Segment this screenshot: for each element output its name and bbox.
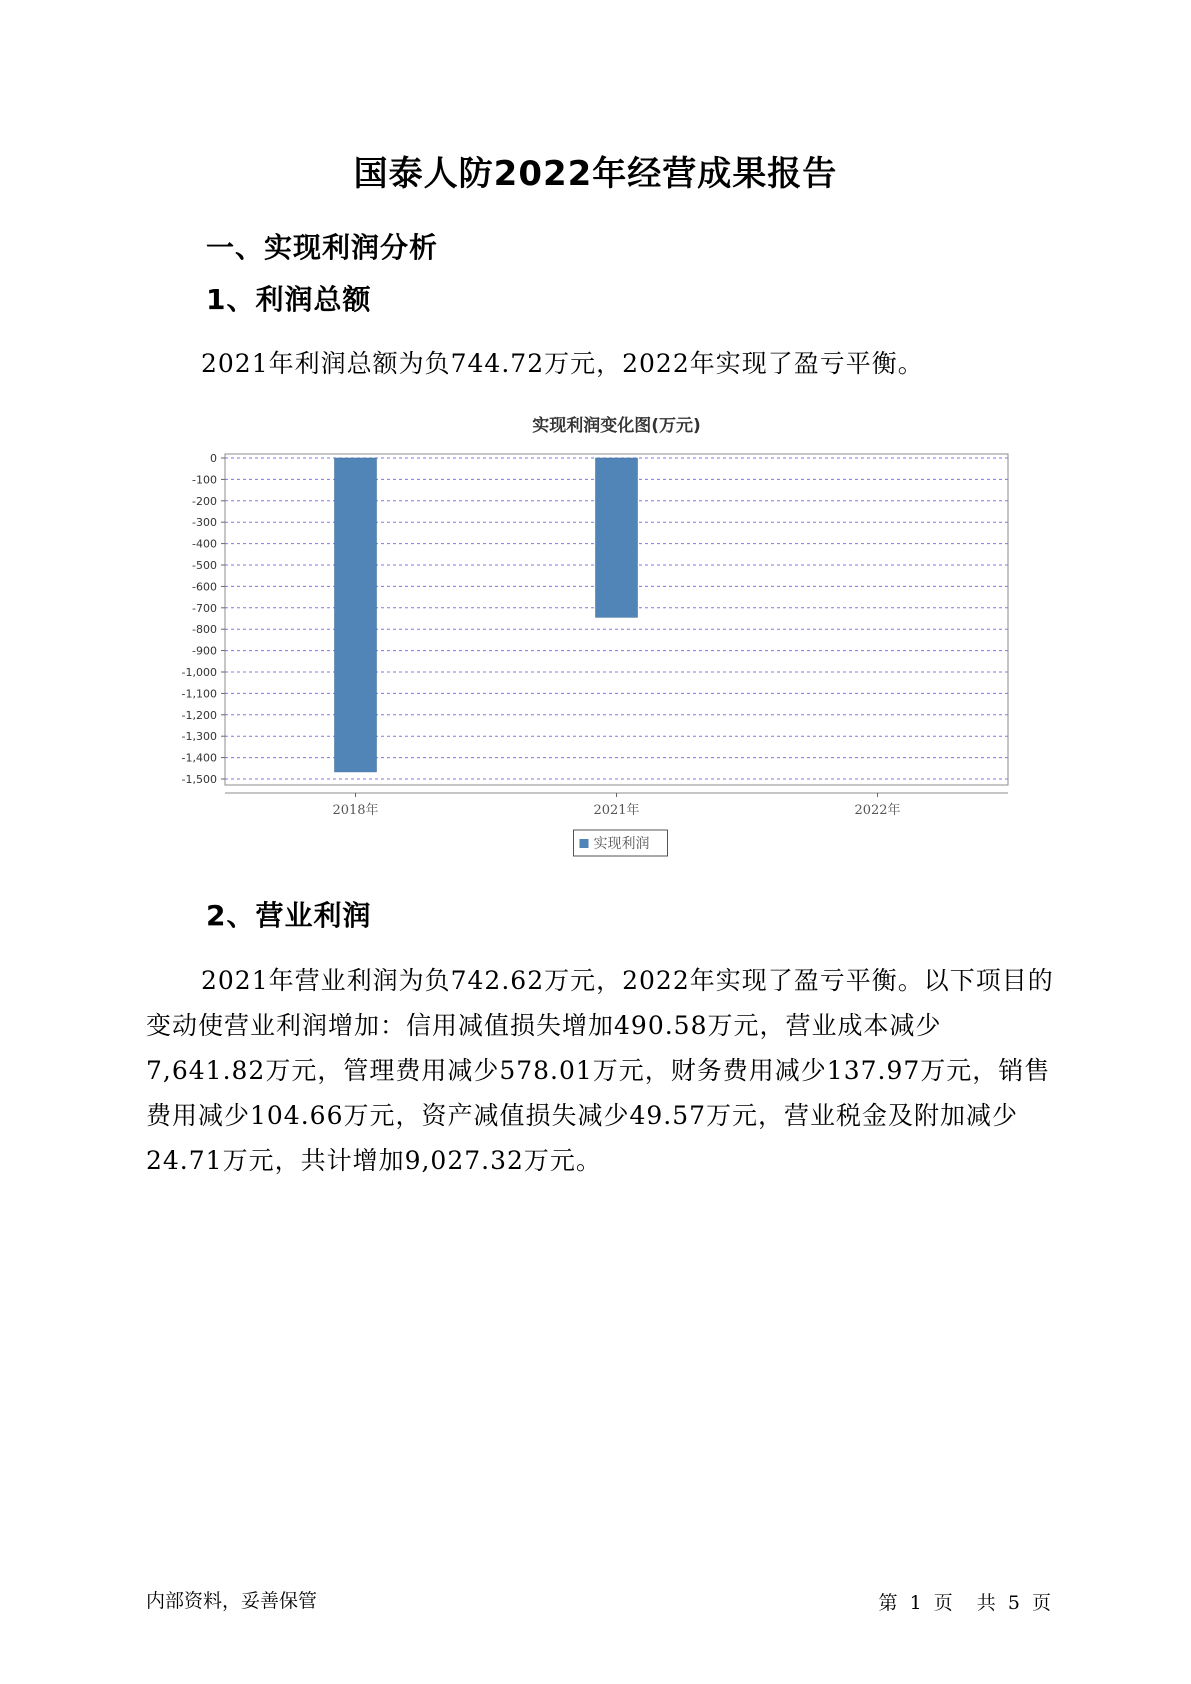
y-tick-label: -1,200 bbox=[181, 708, 217, 722]
x-tick-label: 2021年 bbox=[593, 803, 640, 818]
paragraph-operating-profit: 2021年营业利润为负742.62万元，2022年实现了盈亏平衡。以下项目的变动使营业利润增加：信用减值损失增加490.58万元，营业成本减少7,641.82万元，管理费用减少578.01万元，财务费用减少137.97万元，销售费用减少104.66万元，资产减值损失减少49.57万元，营业税金及附加减少24.71万元，共计增加9,027.32万元。 bbox=[146, 966, 1054, 1175]
footer-total-number: 5 bbox=[1007, 1592, 1020, 1614]
footer-page-prefix: 第 bbox=[878, 1592, 898, 1614]
y-tick-label: -1,300 bbox=[181, 730, 217, 744]
legend-label: 实现利润 bbox=[593, 836, 650, 852]
footer-total-prefix: 共 bbox=[976, 1592, 996, 1614]
paragraph-total-profit: 2021年利润总额为负744.72万元，2022年实现了盈亏平衡。 bbox=[201, 349, 924, 378]
y-tick-label: -900 bbox=[192, 644, 217, 658]
profit-chart bbox=[170, 408, 1020, 868]
y-tick-label: -800 bbox=[192, 623, 217, 637]
y-tick-label: -500 bbox=[192, 559, 217, 572]
footer-total-suffix: 页 bbox=[1031, 1592, 1051, 1614]
subheading-total-profit: 1、利润总额 bbox=[206, 283, 372, 316]
bar bbox=[596, 458, 638, 617]
bar bbox=[335, 458, 377, 772]
footer-confidential-note: 内部资料，妥善保管 bbox=[146, 1590, 318, 1612]
y-tick-label: -100 bbox=[192, 473, 217, 487]
y-tick-label: 0 bbox=[210, 452, 217, 465]
legend-swatch bbox=[580, 839, 589, 848]
y-tick-label: -200 bbox=[192, 494, 217, 508]
y-tick-label: -300 bbox=[192, 516, 217, 530]
y-tick-label: -1,400 bbox=[181, 751, 217, 765]
x-tick-label: 2022年 bbox=[854, 803, 901, 818]
chart-title: 实现利润变化图(万元) bbox=[532, 416, 701, 436]
report-title: 国泰人防2022年经营成果报告 bbox=[353, 154, 838, 194]
section-heading-profit-analysis: 一、实现利润分析 bbox=[206, 231, 439, 264]
y-tick-label: -1,100 bbox=[181, 687, 217, 701]
footer-page-number: 1 bbox=[909, 1592, 922, 1614]
y-tick-label: -1,500 bbox=[181, 773, 217, 786]
y-tick-label: -1,000 bbox=[181, 666, 217, 679]
x-tick-label: 2018年 bbox=[332, 803, 379, 818]
y-tick-label: -400 bbox=[192, 537, 217, 551]
y-tick-label: -600 bbox=[192, 580, 217, 594]
y-tick-label: -700 bbox=[192, 601, 217, 615]
subheading-operating-profit: 2、营业利润 bbox=[206, 899, 372, 932]
footer-page-info bbox=[879, 1588, 1051, 1615]
profit-chart-svg bbox=[170, 408, 1020, 868]
footer-page-mid: 页 bbox=[933, 1592, 953, 1614]
